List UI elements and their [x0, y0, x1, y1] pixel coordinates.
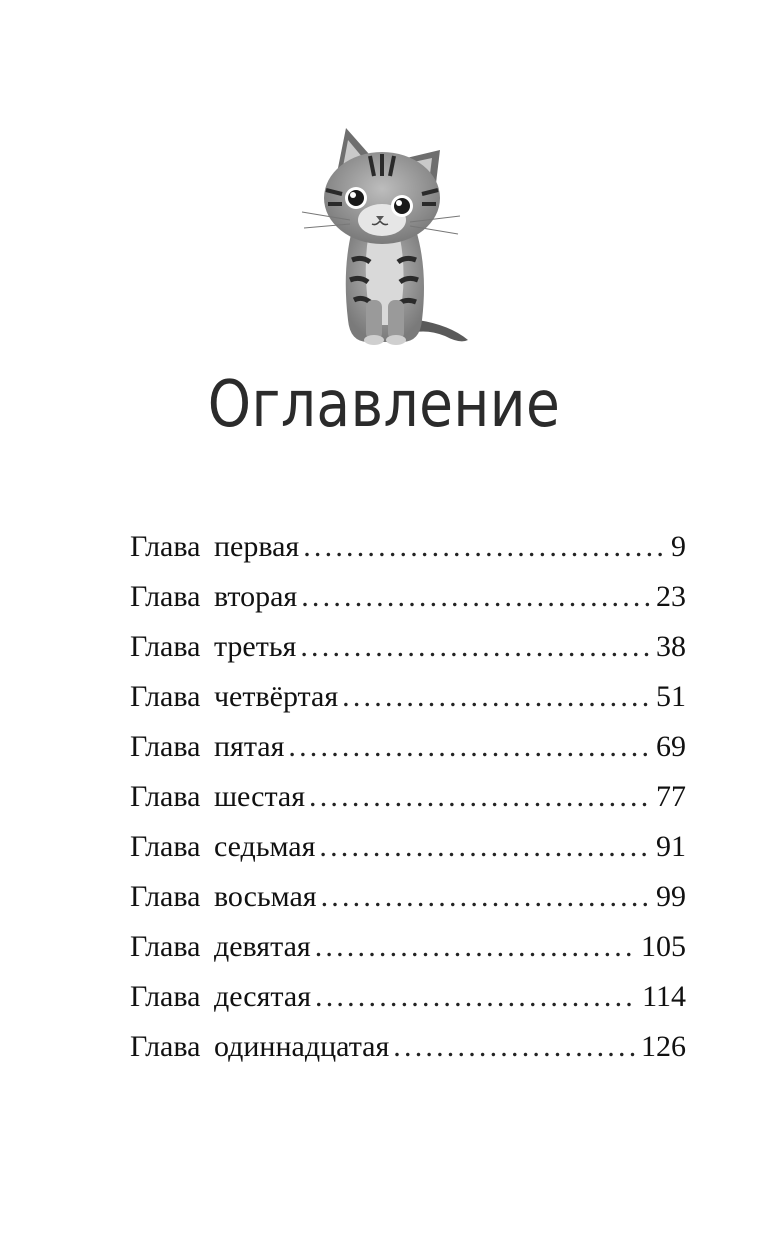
page-title: Оглавление	[207, 368, 561, 442]
dot-leader	[303, 522, 667, 572]
toc-entry-3[interactable]	[130, 622, 686, 672]
toc-page-number: 126	[641, 1030, 686, 1063]
dot-leader	[342, 672, 652, 722]
kitten-icon	[290, 120, 480, 350]
toc-entry-label: Глава десятая	[130, 980, 311, 1013]
toc-page-number: 77	[656, 780, 686, 813]
toc-entry-10[interactable]	[130, 972, 686, 1022]
toc-entry-label: Глава вторая	[130, 580, 298, 613]
dot-leader	[288, 722, 652, 772]
toc-page-number: 51	[656, 680, 686, 713]
toc-entry-4[interactable]	[130, 672, 686, 722]
toc-page-number: 91	[656, 830, 686, 863]
toc-entry-2[interactable]	[130, 572, 686, 622]
dot-leader	[309, 772, 652, 822]
dot-leader	[300, 622, 652, 672]
toc-page-number: 105	[641, 930, 686, 963]
toc-entry-8[interactable]	[130, 872, 686, 922]
toc-page-number: 38	[656, 630, 686, 663]
toc-entry-label: Глава первая	[130, 530, 300, 563]
toc-entry-6[interactable]	[130, 772, 686, 822]
toc-entry-label: Глава шестая	[130, 780, 306, 813]
toc-entry-label: Глава третья	[130, 630, 297, 663]
dot-leader	[315, 972, 638, 1022]
toc-page-number: 99	[656, 880, 686, 913]
toc-entry-5[interactable]	[130, 722, 686, 772]
dot-leader	[319, 822, 652, 872]
toc-entry-label: Глава седьмая	[130, 830, 316, 863]
toc-entry-11[interactable]	[130, 1022, 686, 1072]
dot-leader	[321, 872, 652, 922]
dot-leader	[393, 1022, 637, 1072]
toc-entry-label: Глава девятая	[130, 930, 311, 963]
dot-leader	[301, 572, 652, 622]
toc-entry-label: Глава восьмая	[130, 880, 317, 913]
toc-entry-1[interactable]	[130, 522, 686, 572]
dot-leader	[315, 922, 637, 972]
toc-page-number: 23	[656, 580, 686, 613]
toc-page-number: 114	[642, 980, 686, 1013]
table-of-contents	[130, 522, 686, 1072]
toc-page-number: 69	[656, 730, 686, 763]
toc-entry-label: Глава пятая	[130, 730, 285, 763]
toc-entry-label: Глава четвёртая	[130, 680, 339, 713]
toc-entry-7[interactable]	[130, 822, 686, 872]
toc-entry-label: Глава одиннадцатая	[130, 1030, 390, 1063]
toc-page-number: 9	[671, 530, 686, 563]
toc-entry-9[interactable]	[130, 922, 686, 972]
